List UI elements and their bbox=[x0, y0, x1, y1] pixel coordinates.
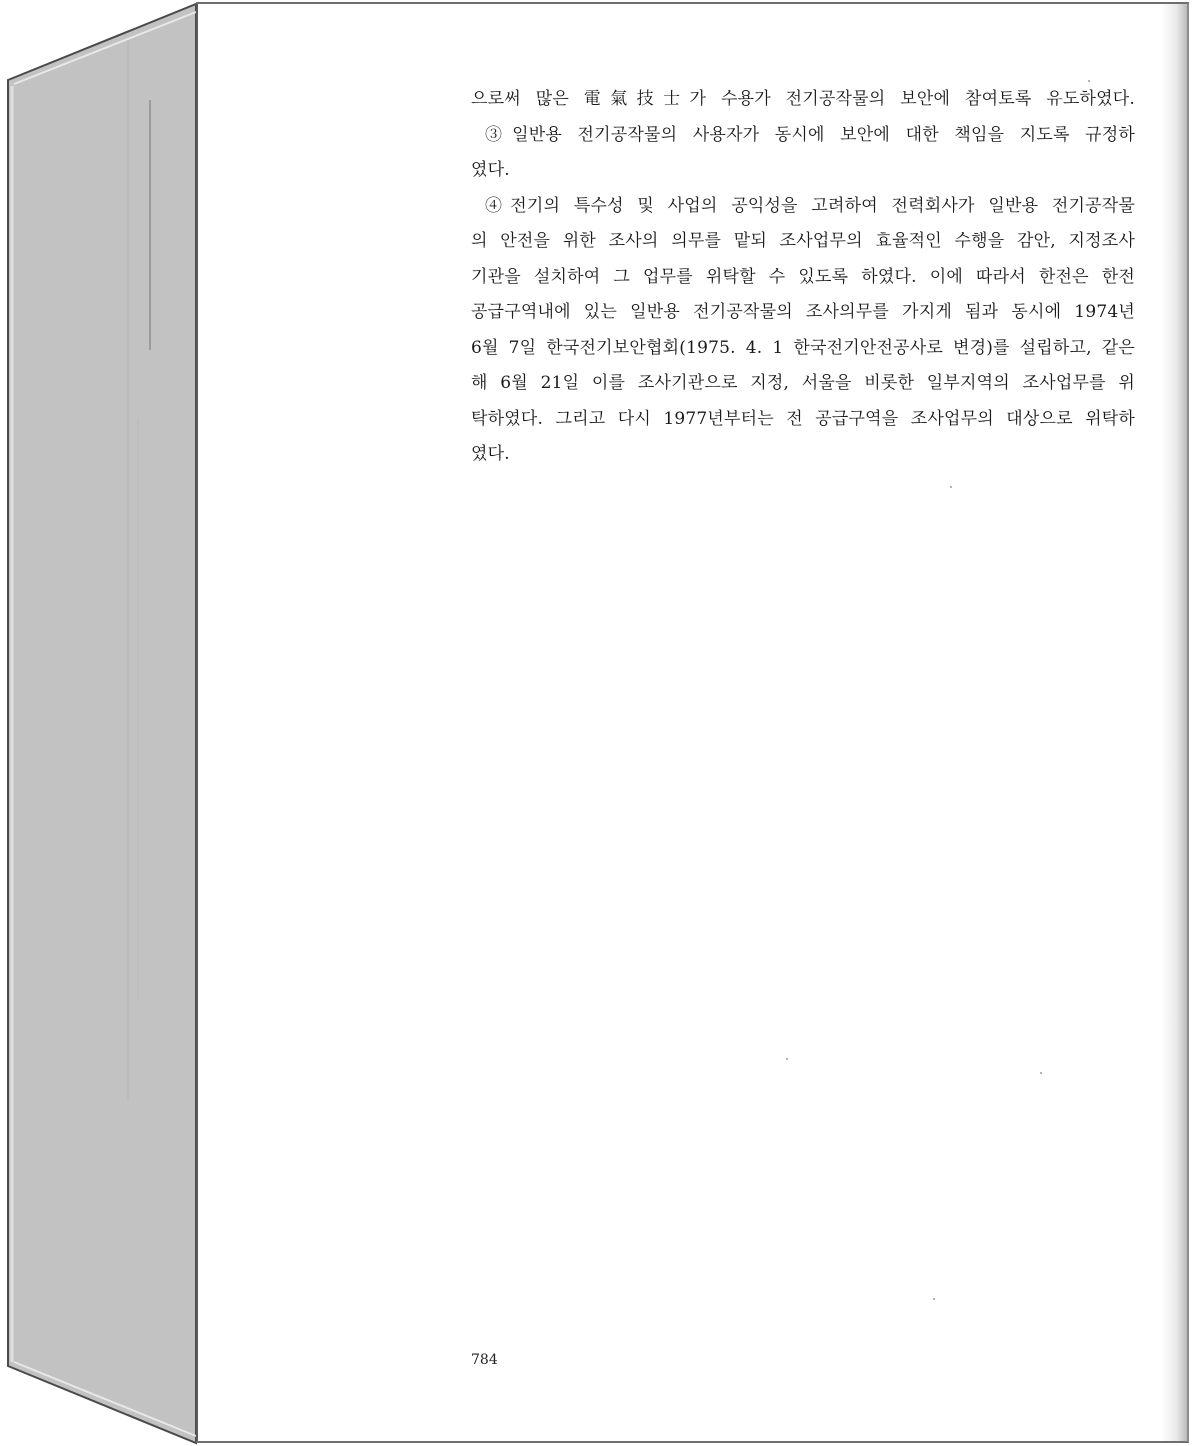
document-page bbox=[196, 2, 1189, 1443]
body-text bbox=[471, 82, 1135, 473]
scan-speck bbox=[1088, 80, 1090, 82]
text-line: 의 안전을 위한 조사의 의무를 맡되 조사업무의 효율적인 수행을 감안, 지정조사 bbox=[471, 231, 1135, 251]
page-edge-shadow bbox=[1161, 4, 1187, 1441]
text-line: 기관을 설치하여 그 업무를 위탁할 수 있도록 하였다. 이에 따라서 한전은 한전 bbox=[471, 266, 1135, 287]
text-line: ③일반용 전기공작물의 사용자가 동시에 보안에 대한 책임을 지도록 규정하 bbox=[485, 124, 1135, 145]
text-line: 였다. bbox=[471, 444, 510, 464]
text-line: 공급구역내에 있는 일반용 전기공작물의 조사의무를 가지게 됨과 동시에 1974년 bbox=[471, 302, 1135, 322]
text-line: 으로써 많은 電氣技士가 수용가 전기공작물의 보안에 참여토록 유도하였다. bbox=[471, 89, 1135, 109]
page-number: 784 bbox=[471, 1352, 498, 1368]
page-left-border bbox=[196, 4, 198, 1441]
text-line: 해 6월 21일 이를 조사기관으로 지정, 서울을 비롯한 일부지역의 조사업무를 위 bbox=[471, 373, 1135, 393]
text-line: 였다. bbox=[471, 160, 510, 180]
scan-speck bbox=[1040, 1072, 1042, 1074]
scan-speck bbox=[950, 486, 952, 488]
scan-speck bbox=[933, 1298, 935, 1300]
scan-speck bbox=[786, 1058, 788, 1060]
text-line: 탁하였다. 그리고 다시 1977년부터는 전 공급구역을 조사업무의 대상으로 위탁하 bbox=[471, 408, 1135, 429]
text-line: 6월 7일 한국전기보안협회(1975. 4. 1 한국전기안전공사로 변경)를 설립하고, 같은 bbox=[471, 337, 1135, 358]
book-spine-edge bbox=[0, 0, 200, 1446]
text-line: ④전기의 특수성 및 사업의 공익성을 고려하여 전력회사가 일반용 전기공작물 bbox=[485, 195, 1135, 216]
